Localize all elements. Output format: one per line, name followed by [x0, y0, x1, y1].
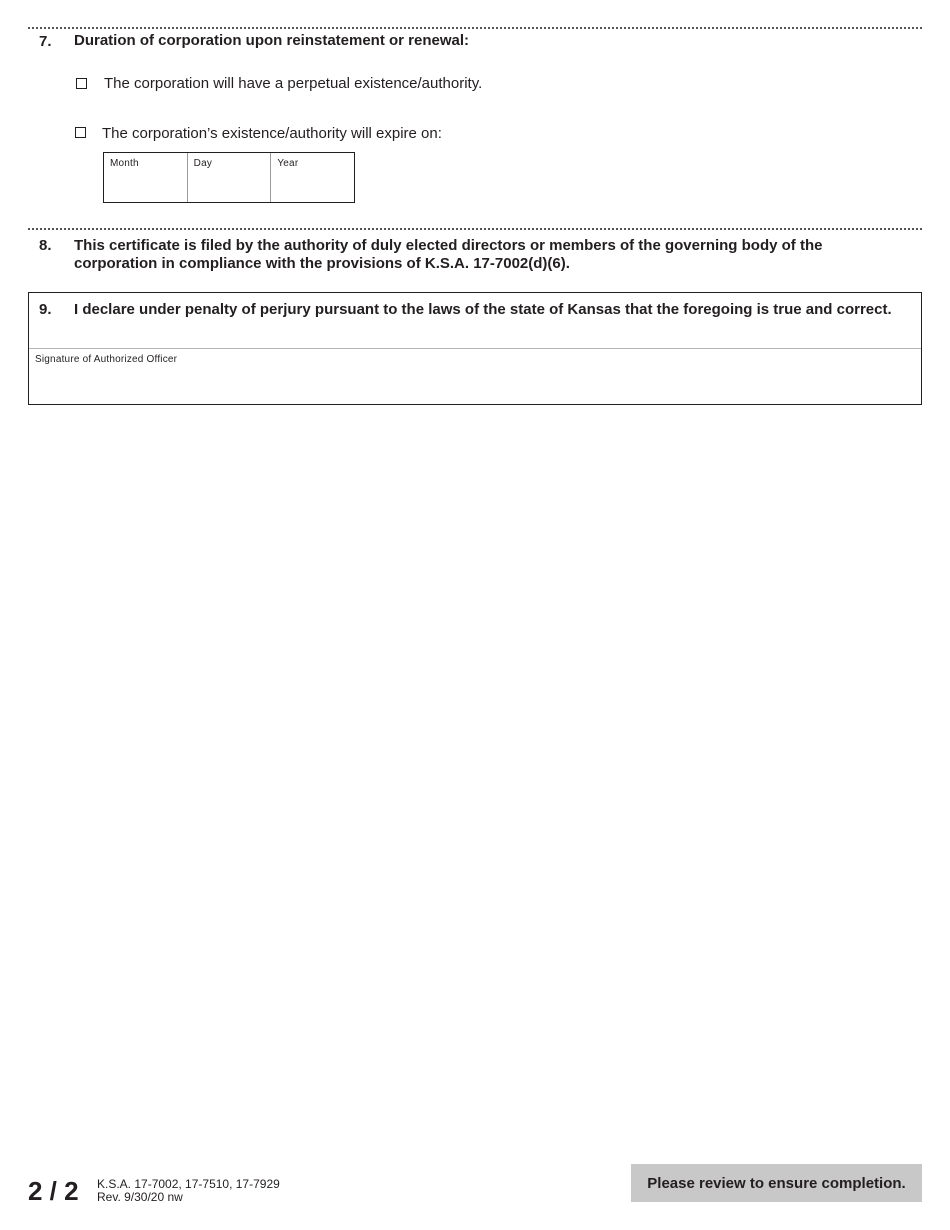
section-8-text-line-2: corporation in compliance with the provisions of K.S.A. 17-7002(d)(6). [74, 255, 570, 272]
section-divider-top [28, 27, 922, 29]
day-input[interactable] [192, 176, 267, 198]
day-cell [188, 153, 272, 202]
section-divider-middle [28, 228, 922, 230]
signature-field[interactable] [35, 368, 915, 398]
declaration-divider [29, 348, 921, 349]
statutes-reference: K.S.A. 17-7002, 17-7510, 17-7929 [97, 1177, 280, 1191]
perpetual-existence-label: The corporation will have a perpetual existence/authority. [104, 75, 483, 92]
year-input[interactable] [275, 176, 350, 198]
month-label: Month [110, 158, 139, 169]
month-input[interactable] [108, 176, 183, 198]
expire-on-checkbox[interactable] [75, 127, 86, 138]
year-label: Year [277, 158, 299, 169]
section-8-number: 8. [39, 237, 52, 254]
review-completion-button[interactable]: Please review to ensure completion. [631, 1164, 922, 1202]
section-7-heading: Duration of corporation upon reinstatement or renewal: [74, 32, 470, 49]
expire-on-label: The corporation’s existence/authority will expire on: [102, 125, 442, 142]
page-number: 2 / 2 [28, 1176, 79, 1206]
section-7-number: 7. [39, 33, 52, 50]
perpetual-existence-checkbox[interactable] [76, 78, 87, 89]
section-9-number: 9. [39, 301, 52, 318]
year-cell [271, 153, 354, 202]
expiration-date-box [103, 152, 355, 203]
section-9-declaration: I declare under penalty of perjury pursuant to the laws of the state of Kansas that the foregoing is true and correct. [74, 301, 892, 318]
month-cell [104, 153, 188, 202]
section-8-text-line-1: This certificate is filed by the authority of duly elected directors or members of the governing body of the [74, 237, 823, 254]
day-label: Day [193, 158, 213, 169]
declaration-box [28, 292, 922, 405]
revision-date: Rev. 9/30/20 nw [97, 1190, 183, 1204]
signature-label: Signature of Authorized Officer [35, 354, 178, 365]
